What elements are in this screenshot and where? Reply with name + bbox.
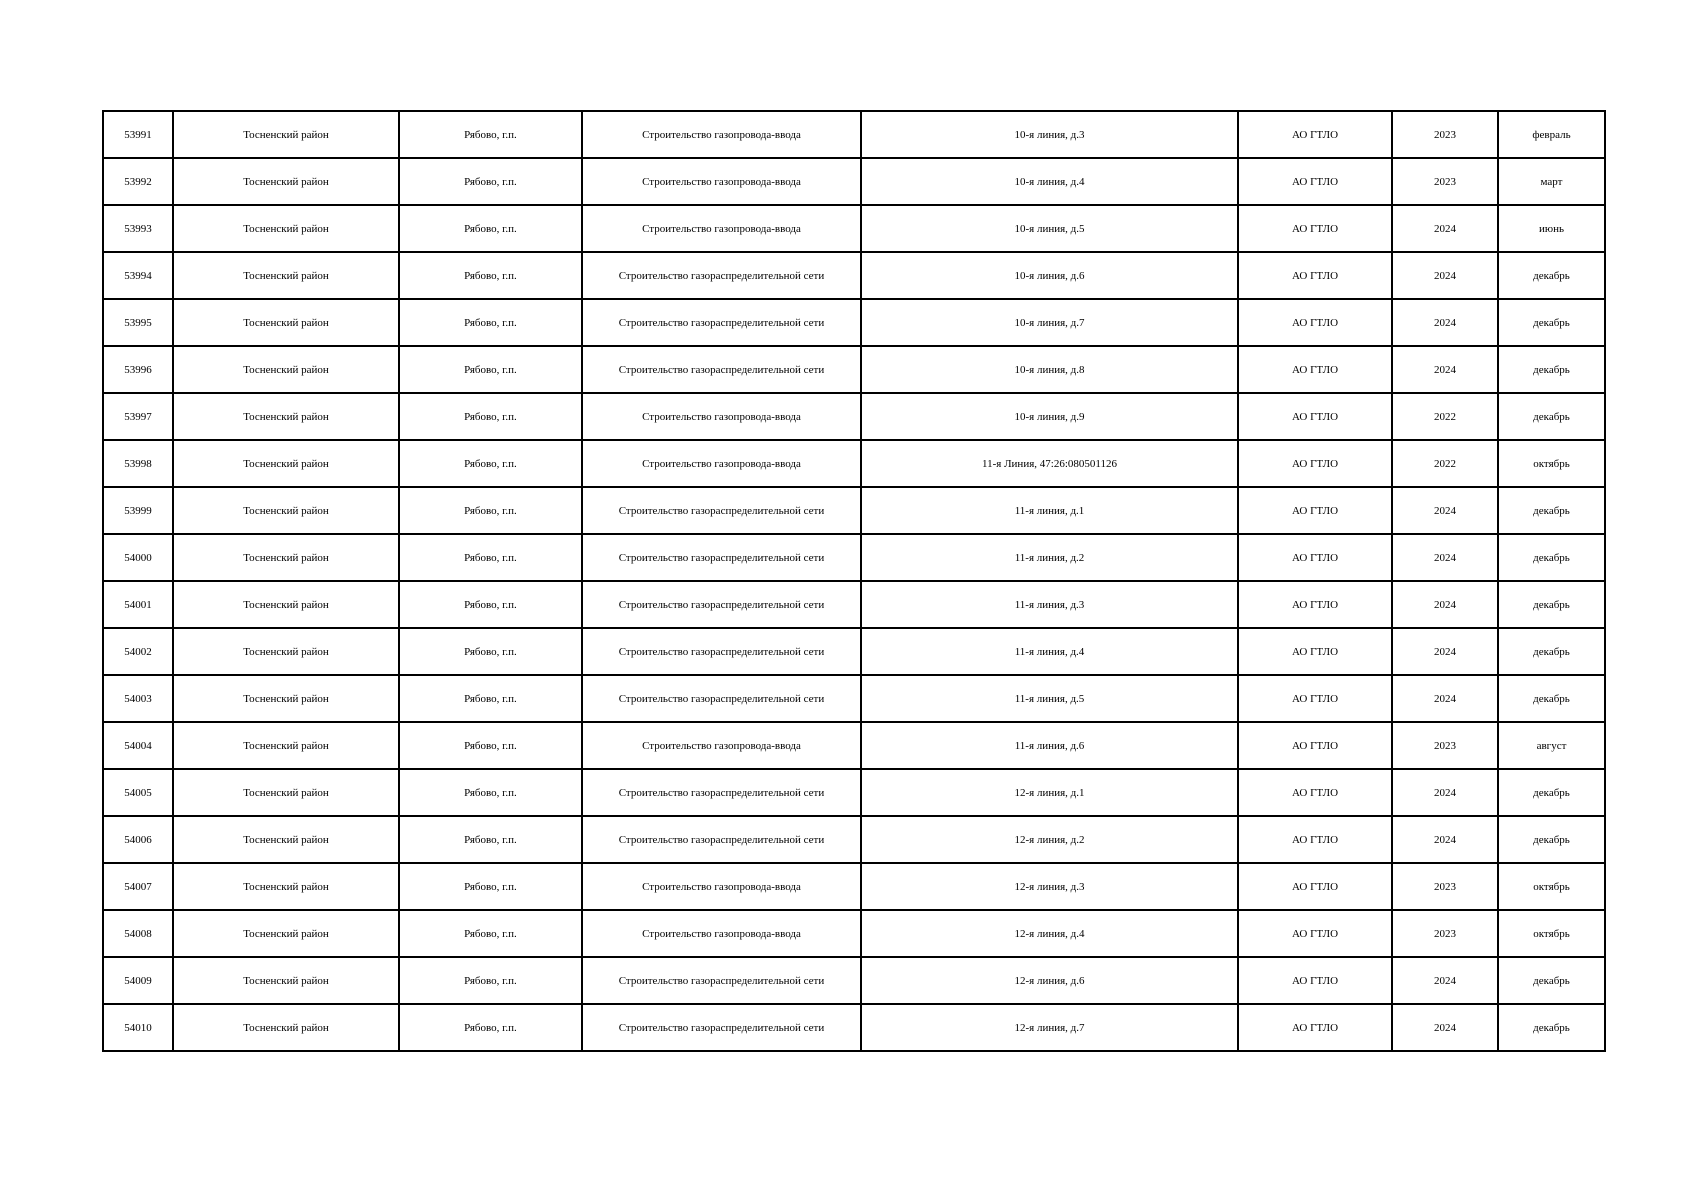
address-cell: 10-я линия, д.9 <box>861 393 1238 440</box>
row-id-cell: 53994 <box>103 252 173 299</box>
organization-cell: АО ГТЛО <box>1238 863 1392 910</box>
organization-cell: АО ГТЛО <box>1238 910 1392 957</box>
month-cell: декабрь <box>1498 769 1605 816</box>
year-cell: 2023 <box>1392 158 1498 205</box>
year-cell: 2024 <box>1392 581 1498 628</box>
settlement-cell: Рябово, г.п. <box>399 346 582 393</box>
settlement-cell: Рябово, г.п. <box>399 628 582 675</box>
work-type-cell: Строительство газораспределительной сети <box>582 675 861 722</box>
organization-cell: АО ГТЛО <box>1238 628 1392 675</box>
year-cell: 2022 <box>1392 393 1498 440</box>
address-cell: 11-я Линия, 47:26:080501126 <box>861 440 1238 487</box>
year-cell: 2024 <box>1392 628 1498 675</box>
work-type-cell: Строительство газораспределительной сети <box>582 346 861 393</box>
address-cell: 12-я линия, д.7 <box>861 1004 1238 1051</box>
month-cell: декабрь <box>1498 534 1605 581</box>
year-cell: 2024 <box>1392 487 1498 534</box>
organization-cell: АО ГТЛО <box>1238 581 1392 628</box>
settlement-cell: Рябово, г.п. <box>399 1004 582 1051</box>
month-cell: декабрь <box>1498 957 1605 1004</box>
row-id-cell: 53996 <box>103 346 173 393</box>
organization-cell: АО ГТЛО <box>1238 1004 1392 1051</box>
address-cell: 11-я линия, д.2 <box>861 534 1238 581</box>
district-cell: Тосненский район <box>173 111 399 158</box>
month-cell: декабрь <box>1498 1004 1605 1051</box>
district-cell: Тосненский район <box>173 863 399 910</box>
row-id-cell: 53998 <box>103 440 173 487</box>
district-cell: Тосненский район <box>173 581 399 628</box>
address-cell: 12-я линия, д.1 <box>861 769 1238 816</box>
work-type-cell: Строительство газопровода-ввода <box>582 393 861 440</box>
settlement-cell: Рябово, г.п. <box>399 158 582 205</box>
year-cell: 2024 <box>1392 769 1498 816</box>
table-row <box>103 440 1605 487</box>
organization-cell: АО ГТЛО <box>1238 722 1392 769</box>
district-cell: Тосненский район <box>173 158 399 205</box>
row-id-cell: 54002 <box>103 628 173 675</box>
district-cell: Тосненский район <box>173 769 399 816</box>
address-cell: 10-я линия, д.4 <box>861 158 1238 205</box>
year-cell: 2022 <box>1392 440 1498 487</box>
table-row <box>103 299 1605 346</box>
district-cell: Тосненский район <box>173 534 399 581</box>
row-id-cell: 54004 <box>103 722 173 769</box>
table-row <box>103 722 1605 769</box>
work-type-cell: Строительство газопровода-ввода <box>582 440 861 487</box>
row-id-cell: 53999 <box>103 487 173 534</box>
row-id-cell: 54006 <box>103 816 173 863</box>
settlement-cell: Рябово, г.п. <box>399 863 582 910</box>
row-id-cell: 53995 <box>103 299 173 346</box>
district-cell: Тосненский район <box>173 722 399 769</box>
month-cell: декабрь <box>1498 393 1605 440</box>
row-id-cell: 54005 <box>103 769 173 816</box>
row-id-cell: 54007 <box>103 863 173 910</box>
month-cell: октябрь <box>1498 910 1605 957</box>
work-type-cell: Строительство газопровода-ввода <box>582 722 861 769</box>
table-row <box>103 393 1605 440</box>
district-cell: Тосненский район <box>173 628 399 675</box>
work-type-cell: Строительство газораспределительной сети <box>582 299 861 346</box>
settlement-cell: Рябово, г.п. <box>399 440 582 487</box>
table-row <box>103 1004 1605 1051</box>
row-id-cell: 53993 <box>103 205 173 252</box>
row-id-cell: 54009 <box>103 957 173 1004</box>
settlement-cell: Рябово, г.п. <box>399 675 582 722</box>
address-cell: 11-я линия, д.3 <box>861 581 1238 628</box>
organization-cell: АО ГТЛО <box>1238 675 1392 722</box>
table-row <box>103 205 1605 252</box>
table-row <box>103 158 1605 205</box>
row-id-cell: 54001 <box>103 581 173 628</box>
month-cell: декабрь <box>1498 487 1605 534</box>
table-row <box>103 346 1605 393</box>
table-row <box>103 628 1605 675</box>
row-id-cell: 54003 <box>103 675 173 722</box>
address-cell: 10-я линия, д.7 <box>861 299 1238 346</box>
month-cell: февраль <box>1498 111 1605 158</box>
year-cell: 2023 <box>1392 910 1498 957</box>
address-cell: 10-я линия, д.3 <box>861 111 1238 158</box>
work-type-cell: Строительство газопровода-ввода <box>582 910 861 957</box>
month-cell: декабрь <box>1498 346 1605 393</box>
address-cell: 11-я линия, д.4 <box>861 628 1238 675</box>
settlement-cell: Рябово, г.п. <box>399 581 582 628</box>
table-row <box>103 252 1605 299</box>
district-cell: Тосненский район <box>173 299 399 346</box>
work-type-cell: Строительство газораспределительной сети <box>582 581 861 628</box>
month-cell: декабрь <box>1498 675 1605 722</box>
row-id-cell: 53997 <box>103 393 173 440</box>
settlement-cell: Рябово, г.п. <box>399 487 582 534</box>
month-cell: декабрь <box>1498 628 1605 675</box>
district-cell: Тосненский район <box>173 910 399 957</box>
organization-cell: АО ГТЛО <box>1238 252 1392 299</box>
work-type-cell: Строительство газопровода-ввода <box>582 205 861 252</box>
work-type-cell: Строительство газораспределительной сети <box>582 957 861 1004</box>
month-cell: август <box>1498 722 1605 769</box>
year-cell: 2024 <box>1392 299 1498 346</box>
district-cell: Тосненский район <box>173 1004 399 1051</box>
organization-cell: АО ГТЛО <box>1238 440 1392 487</box>
address-cell: 12-я линия, д.6 <box>861 957 1238 1004</box>
district-cell: Тосненский район <box>173 393 399 440</box>
address-cell: 10-я линия, д.6 <box>861 252 1238 299</box>
month-cell: июнь <box>1498 205 1605 252</box>
year-cell: 2023 <box>1392 722 1498 769</box>
table-row <box>103 863 1605 910</box>
row-id-cell: 53992 <box>103 158 173 205</box>
address-cell: 10-я линия, д.5 <box>861 205 1238 252</box>
table-row <box>103 581 1605 628</box>
month-cell: декабрь <box>1498 816 1605 863</box>
month-cell: декабрь <box>1498 299 1605 346</box>
year-cell: 2023 <box>1392 863 1498 910</box>
year-cell: 2024 <box>1392 252 1498 299</box>
organization-cell: АО ГТЛО <box>1238 158 1392 205</box>
settlement-cell: Рябово, г.п. <box>399 111 582 158</box>
district-cell: Тосненский район <box>173 346 399 393</box>
address-cell: 10-я линия, д.8 <box>861 346 1238 393</box>
organization-cell: АО ГТЛО <box>1238 346 1392 393</box>
table-row <box>103 910 1605 957</box>
settlement-cell: Рябово, г.п. <box>399 393 582 440</box>
work-type-cell: Строительство газораспределительной сети <box>582 628 861 675</box>
year-cell: 2024 <box>1392 346 1498 393</box>
work-type-cell: Строительство газопровода-ввода <box>582 111 861 158</box>
year-cell: 2024 <box>1392 957 1498 1004</box>
settlement-cell: Рябово, г.п. <box>399 299 582 346</box>
work-type-cell: Строительство газораспределительной сети <box>582 769 861 816</box>
organization-cell: АО ГТЛО <box>1238 487 1392 534</box>
settlement-cell: Рябово, г.п. <box>399 252 582 299</box>
row-id-cell: 53991 <box>103 111 173 158</box>
row-id-cell: 54000 <box>103 534 173 581</box>
table-row <box>103 675 1605 722</box>
work-type-cell: Строительство газораспределительной сети <box>582 252 861 299</box>
district-cell: Тосненский район <box>173 205 399 252</box>
settlement-cell: Рябово, г.п. <box>399 816 582 863</box>
settlement-cell: Рябово, г.п. <box>399 722 582 769</box>
table-row <box>103 769 1605 816</box>
table-row <box>103 957 1605 1004</box>
row-id-cell: 54010 <box>103 1004 173 1051</box>
address-cell: 12-я линия, д.3 <box>861 863 1238 910</box>
organization-cell: АО ГТЛО <box>1238 534 1392 581</box>
year-cell: 2024 <box>1392 675 1498 722</box>
district-cell: Тосненский район <box>173 440 399 487</box>
organization-cell: АО ГТЛО <box>1238 299 1392 346</box>
district-cell: Тосненский район <box>173 816 399 863</box>
table-body <box>103 111 1605 1051</box>
work-type-cell: Строительство газопровода-ввода <box>582 158 861 205</box>
organization-cell: АО ГТЛО <box>1238 205 1392 252</box>
row-id-cell: 54008 <box>103 910 173 957</box>
address-cell: 11-я линия, д.6 <box>861 722 1238 769</box>
address-cell: 12-я линия, д.4 <box>861 910 1238 957</box>
district-cell: Тосненский район <box>173 252 399 299</box>
district-cell: Тосненский район <box>173 957 399 1004</box>
organization-cell: АО ГТЛО <box>1238 957 1392 1004</box>
settlement-cell: Рябово, г.п. <box>399 534 582 581</box>
work-type-cell: Строительство газораспределительной сети <box>582 534 861 581</box>
district-cell: Тосненский район <box>173 675 399 722</box>
year-cell: 2024 <box>1392 1004 1498 1051</box>
work-type-cell: Строительство газораспределительной сети <box>582 816 861 863</box>
month-cell: октябрь <box>1498 440 1605 487</box>
organization-cell: АО ГТЛО <box>1238 111 1392 158</box>
settlement-cell: Рябово, г.п. <box>399 957 582 1004</box>
address-cell: 11-я линия, д.5 <box>861 675 1238 722</box>
year-cell: 2023 <box>1392 111 1498 158</box>
work-type-cell: Строительство газораспределительной сети <box>582 487 861 534</box>
organization-cell: АО ГТЛО <box>1238 393 1392 440</box>
table-row <box>103 487 1605 534</box>
settlement-cell: Рябово, г.п. <box>399 205 582 252</box>
year-cell: 2024 <box>1392 534 1498 581</box>
settlement-cell: Рябово, г.п. <box>399 910 582 957</box>
month-cell: октябрь <box>1498 863 1605 910</box>
address-cell: 11-я линия, д.1 <box>861 487 1238 534</box>
month-cell: декабрь <box>1498 252 1605 299</box>
table-row <box>103 111 1605 158</box>
district-cell: Тосненский район <box>173 487 399 534</box>
settlement-cell: Рябово, г.п. <box>399 769 582 816</box>
month-cell: декабрь <box>1498 581 1605 628</box>
address-cell: 12-я линия, д.2 <box>861 816 1238 863</box>
table-row <box>103 534 1605 581</box>
year-cell: 2024 <box>1392 205 1498 252</box>
work-type-cell: Строительство газопровода-ввода <box>582 863 861 910</box>
gas-works-table <box>102 110 1606 1052</box>
work-type-cell: Строительство газораспределительной сети <box>582 1004 861 1051</box>
year-cell: 2024 <box>1392 816 1498 863</box>
organization-cell: АО ГТЛО <box>1238 816 1392 863</box>
table-row <box>103 816 1605 863</box>
month-cell: март <box>1498 158 1605 205</box>
organization-cell: АО ГТЛО <box>1238 769 1392 816</box>
